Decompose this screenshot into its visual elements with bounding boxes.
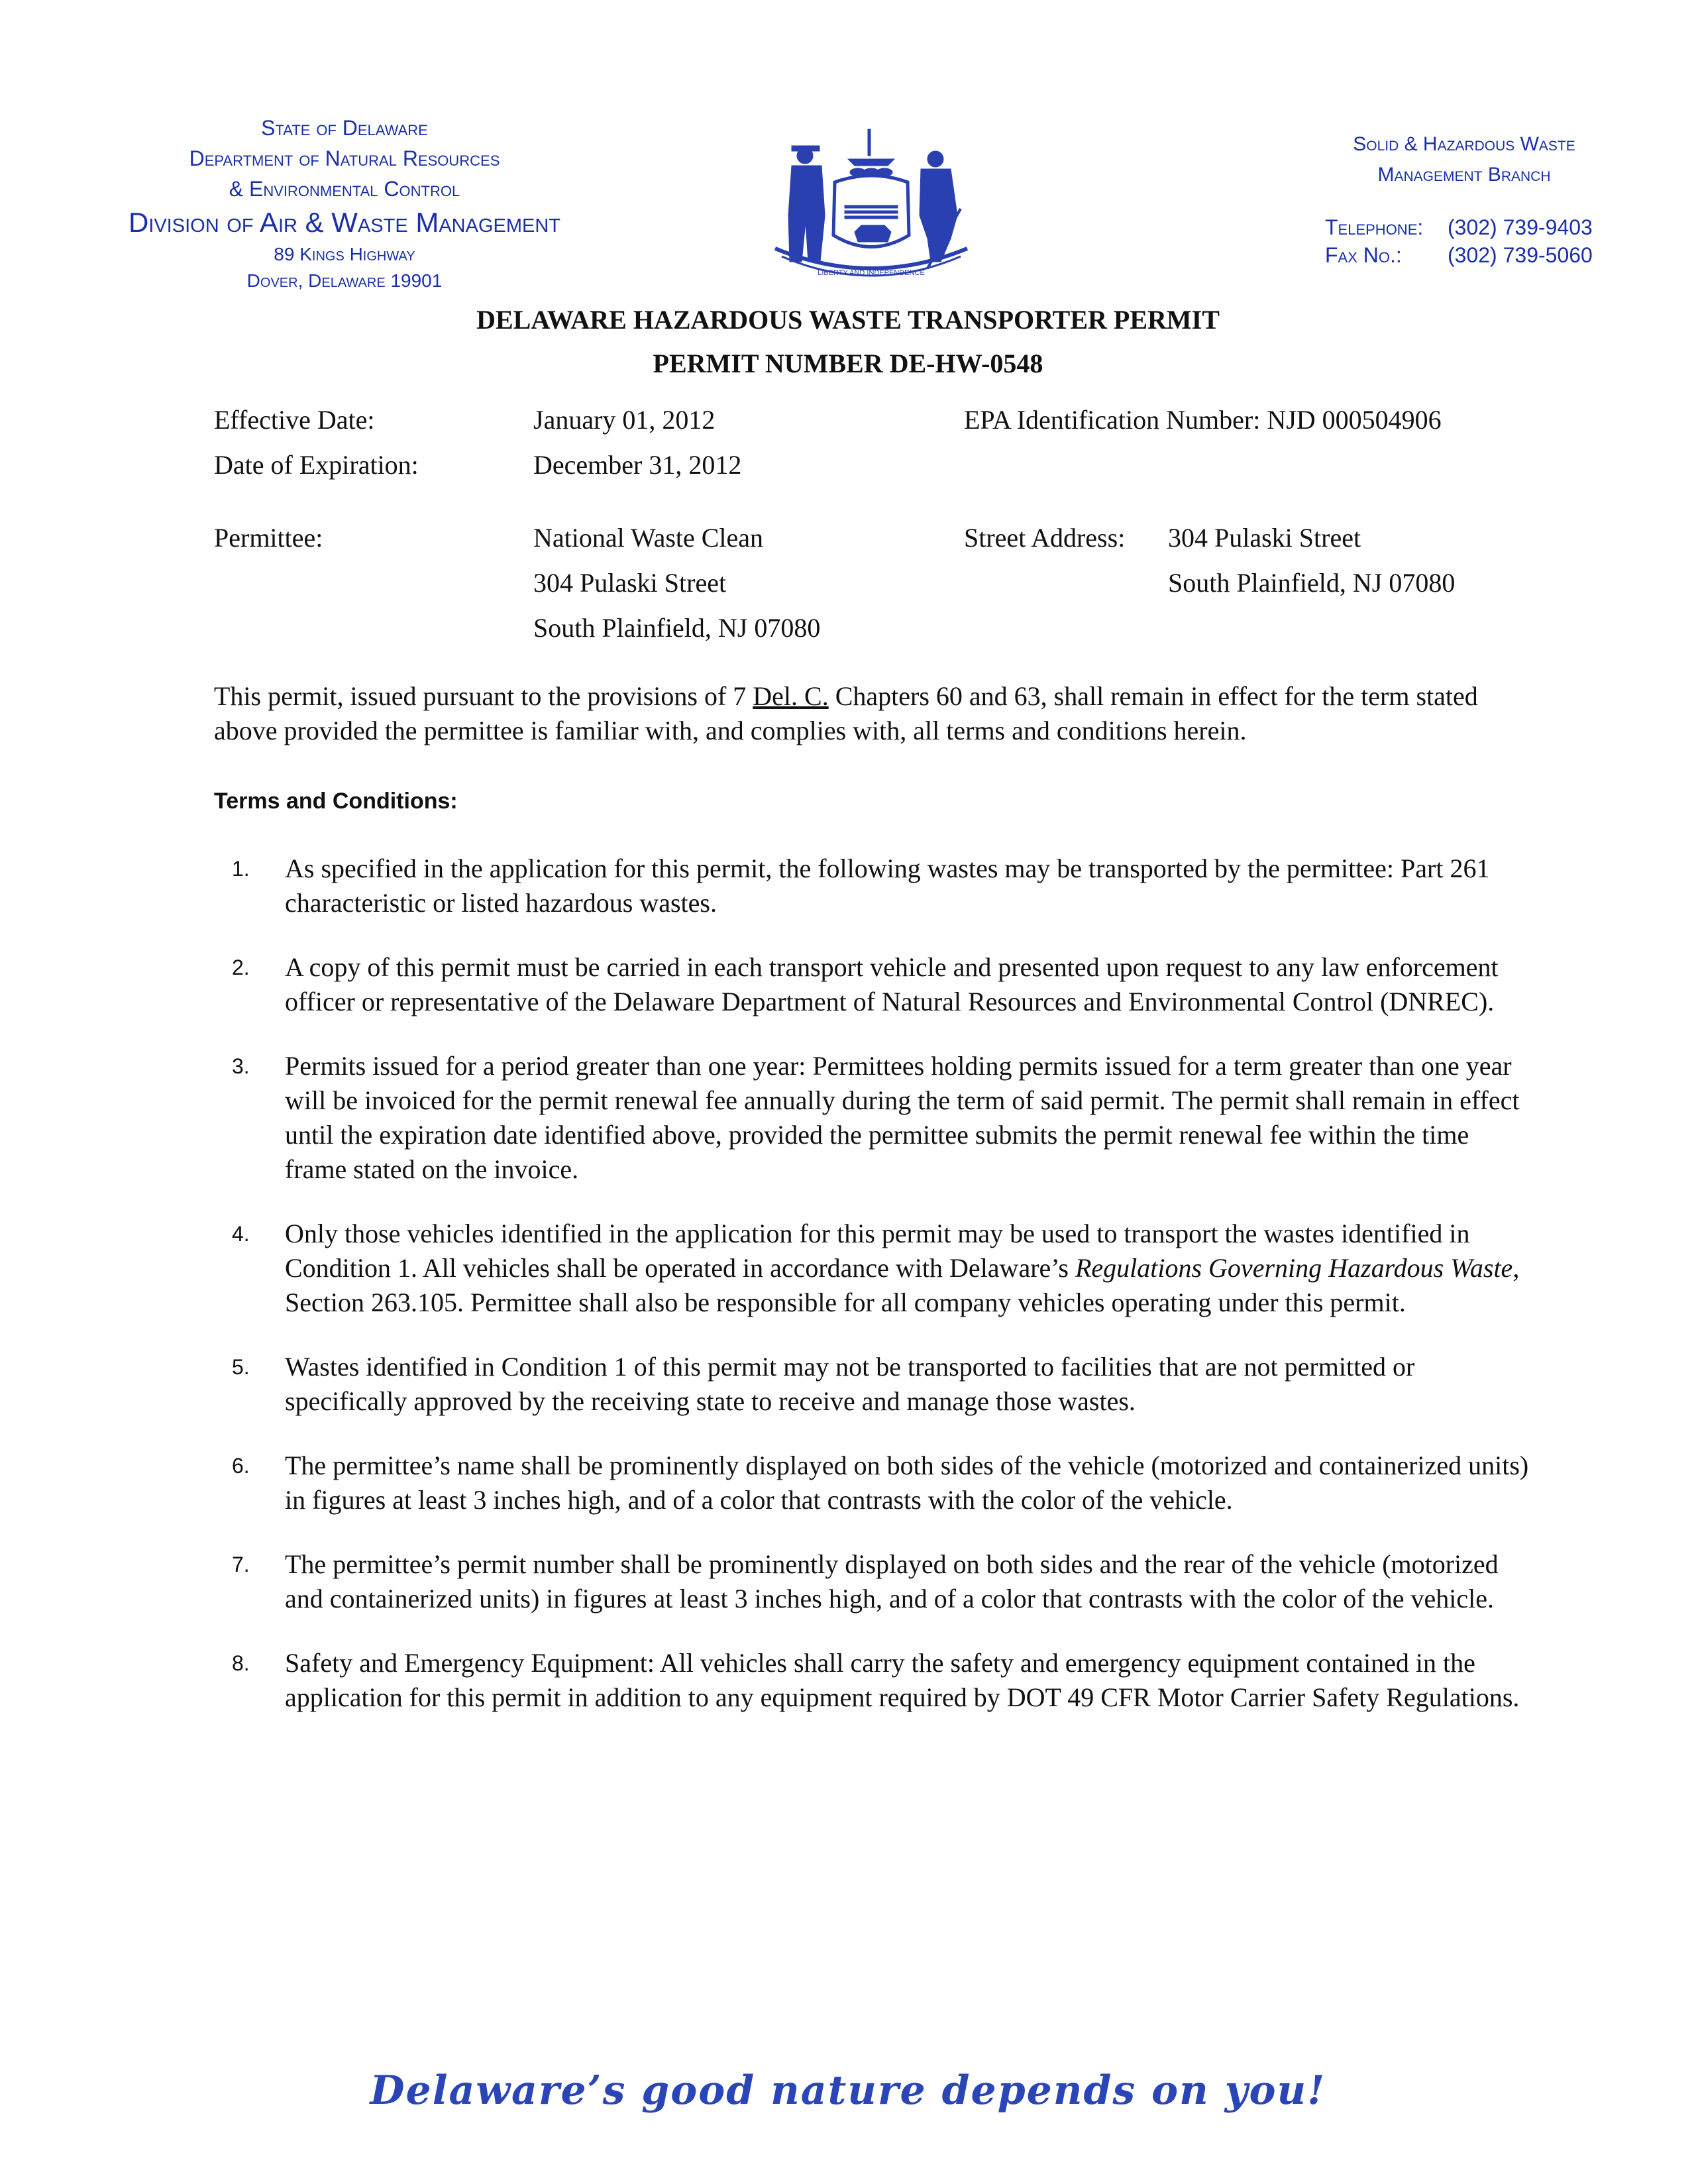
condition-number: 5. [232, 1355, 250, 1379]
fax-row [1325, 241, 1593, 269]
condition-item [232, 1547, 1530, 1616]
conditions-list [232, 851, 1530, 1715]
agency-city: Dover, Delaware 19901 [246, 270, 443, 291]
condition-text: Safety and Emergency Equipment: All vehicles shall carry the safety and emergency equipment contained in the application for this permit in addition to any equipment required by DOT 49 CFR Motor Carrier Safety Regulations. [285, 1648, 1520, 1712]
seal-motto: LIBERTY AND INDEPENDENCE [818, 269, 925, 277]
terms-heading: Terms and Conditions: [214, 789, 458, 814]
fax-number: (302) 739-5060 [1448, 243, 1593, 267]
condition-number: 1. [232, 857, 250, 881]
expiration-date-label: Date of Expiration: [214, 450, 419, 480]
delaware-state-seal-icon [762, 116, 980, 282]
intro-paragraph [214, 679, 1519, 748]
condition-text: The permittee’s name shall be prominently displayed on both sides of the vehicle (motorized and containerized units) in figures at least 3 inches high, and of a color that contrasts with the color of the vehicle. [285, 1450, 1529, 1515]
condition-number: 2. [232, 956, 250, 979]
permittee-street: 304 Pulaski Street [533, 568, 727, 598]
agency-letterhead [66, 113, 623, 294]
branch-name-line2: Management Branch [1377, 164, 1551, 186]
condition-text: The permittee’s permit number shall be prominently displayed on both sides and the rear of the vehicle (motorized and containerized units) in figures at least 3 inches high, and of a color that contrasts with the color of the vehicle. [285, 1549, 1499, 1613]
branch-contact [1325, 213, 1593, 269]
telephone-number: (302) 739-9403 [1448, 215, 1593, 239]
condition-text-after: , Section 263.105. Permittee shall also be responsible for all company vehicles operating under this permit. [285, 1253, 1520, 1317]
intro-text-before: This permit, issued pursuant to the provisions of 7 [214, 681, 753, 711]
effective-date: January 01, 2012 [533, 405, 716, 435]
condition-item [232, 1049, 1530, 1187]
condition-number: 7. [232, 1553, 250, 1576]
condition-number: 4. [232, 1222, 250, 1246]
regulation-title: Regulations Governing Hazardous Waste [1075, 1253, 1513, 1283]
department-name: Department of Natural Resources [189, 146, 500, 170]
footer-slogan: Delaware’s good nature depends on you! [370, 2067, 1326, 2114]
condition-item [232, 950, 1530, 1019]
agency-street: 89 Kings Highway [274, 244, 415, 264]
branch-name-line1: Solid & Hazardous Waste [1353, 133, 1575, 155]
telephone-label: Telephone: [1325, 215, 1424, 239]
street-address-line1: 304 Pulaski Street [1168, 523, 1361, 553]
condition-text [285, 1217, 1530, 1320]
state-name: State of Delaware [261, 116, 428, 140]
condition-item [232, 851, 1530, 920]
condition-item [232, 1448, 1530, 1517]
condition-item [232, 1350, 1530, 1419]
condition-text-before: Only those vehicles identified in the application for this permit may be used to transport the wastes identified in Condition 1. All vehicles shall be operated in accordance with Delaware’s [285, 1219, 1470, 1283]
condition-text: A copy of this permit must be carried in each transport vehicle and presented upon request to any law enforcement officer or representative of the Delaware Department of Natural Resources and Environmental Control (DNREC). [285, 952, 1499, 1016]
condition-number: 8. [232, 1651, 250, 1675]
condition-text: Permits issued for a period greater than one year: Permittees holding permits issued for a term greater than one year will be invoiced for the permit renewal fee annually during the term of said permit. The permit shall remain in effect until the expiration date identified above, provided the permittee submits the permit renewal fee within the time frame stated on the invoice. [285, 1051, 1520, 1184]
condition-number: 3. [232, 1054, 250, 1078]
condition-text: Wastes identified in Condition 1 of this permit may not be transported to facilities that are not permitted or specifically approved by the receiving state to receive and manage those wastes. [285, 1352, 1415, 1416]
document-title: DELAWARE HAZARDOUS WASTE TRANSPORTER PERMIT [476, 305, 1220, 335]
street-address-label: Street Address: [964, 523, 1126, 553]
document-title-block [0, 298, 1696, 386]
expiration-date: December 31, 2012 [533, 450, 742, 480]
condition-number: 6. [232, 1454, 250, 1478]
intro-text-after: Chapters 60 and 63, shall remain in effect for the term stated above provided the permittee is familiar with, and complies with, all terms and conditions herein. [214, 681, 1478, 745]
permit-number: PERMIT NUMBER DE-HW-0548 [653, 349, 1043, 378]
condition-item [232, 1646, 1530, 1715]
statute-citation: Del. C. [753, 681, 829, 711]
condition-text: As specified in the application for this permit, the following wastes may be transported by the permittee: Part 261 characteristic or listed hazardous wastes. [285, 853, 1490, 918]
permittee-label: Permittee: [214, 523, 323, 553]
street-address-line2: South Plainfield, NJ 07080 [1168, 568, 1456, 598]
permittee-city: South Plainfield, NJ 07080 [533, 613, 821, 643]
department-name-2: & Environmental Control [229, 177, 460, 201]
fax-label: Fax No.: [1325, 243, 1402, 267]
division-name: Division of Air & Waste Management [128, 207, 561, 238]
permittee-name: National Waste Clean [533, 523, 764, 553]
branch-letterhead [1312, 129, 1616, 190]
condition-item [232, 1217, 1530, 1320]
telephone-row [1325, 213, 1593, 241]
effective-date-label: Effective Date: [214, 405, 375, 435]
epa-id-number: EPA Identification Number: NJD 000504906 [964, 405, 1442, 435]
